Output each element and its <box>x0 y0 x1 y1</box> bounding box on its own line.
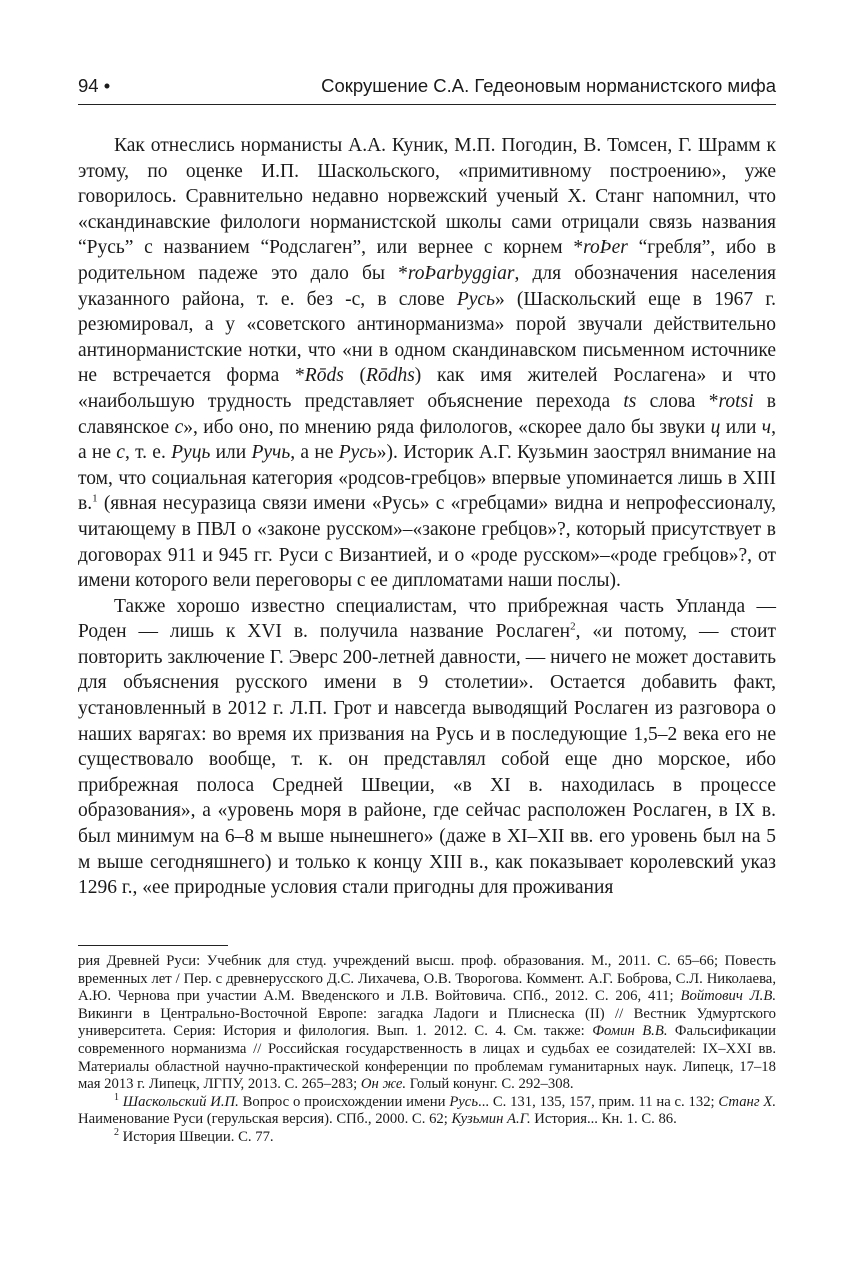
footnote-continuation: рия Древней Руси: Учебник для студ. учреждений высш. проф. образования. М., 2011. С. 65–66; Повесть временных лет / Пер. с древнерусского Д.С. Лихачева, О.В. Творогова. Коммент. А.Г. Боброва, С.Л. Николаева, А.Ю. Чернова при участии А.М. Введенского и Л.В. Войтовича. СПб., 2012. С. 206, 411; Войтович Л.В. Викинги в Центрально-Восточной Европе: загадка Ладоги и Плиснеска (II) // Вестник Удмуртского университета. Серия: История и филология. Вып. 1. 2012. С. 4. См. также: Фомин В.В. Фальсификации современного норманизма // Российская государственность в лицах и судьбах ее созидателей: IX–XXI вв. Материалы областной научно-практической конференции по проблемам гуманитарных наук. Липецк, 17–18 мая 2013 г. Липецк, ЛГПУ, 2013. С. 265–283; Он же. Голый конунг. С. 292–308. <box>78 953 776 1093</box>
running-header <box>78 72 776 102</box>
footnote-marker: 1 <box>114 1091 119 1103</box>
footnote-1: $^1$ Шаскольский И.П. Вопрос о происхождении имени Русь... С. 131, 135, 157, прим. 11 на с. 132; Станг Х. Наименование Руси (герульская версия). СПб., 2000. С. 62; Кузьмин А.Г. История... Кн. 1. С. 86. <box>78 1091 777 1128</box>
footnote-rule <box>78 945 228 946</box>
footnote-ref-1[interactable]: 1 <box>92 492 98 505</box>
footnote-marker: 2 <box>114 1127 119 1139</box>
header-rule <box>78 104 776 105</box>
footnote-ref-2[interactable]: 2 <box>570 620 576 633</box>
footnote-2: $^2$ История Швеции. С. 77. <box>114 1127 274 1145</box>
paragraph-1: Как отнеслись норманисты А.А. Куник, М.П. Погодин, В. Томсен, Г. Шрамм к этому, по оценке И.П. Шаскольского, «примитивному построению», уже говорилось. Сравнительно недавно норвежский ученый Х. Станг напомнил, что «скандинавские филологи норманистской школы сами отрицали связь названия “Русь” с названием “Родслаген”, или вернее с корнем *roÞer “гребля”, ибо в родительном падеже это дало бы *roÞarbyggiar, для обозначения населения указанного района, т. е. без -с, в слове Русь» (Шаскольский еще в 1967 г. резюмировал, а у «советского антинорманизма» порой звучали действительно антинорманистские нотки, что «ни в одном скандинавском письменном источнике не встречается форма *Rōds (Rōdhs) как имя жителей Рослагена» и что «наибольшую трудность представляет объяснение перехода ts слова *rotsi в славянское с», ибо оно, по мнению ряда филологов, «скорее дало бы звуки ц или ч, а не с, т. е. Руць или Ручь, а не Русь»). Историк А.Г. Кузьмин заострял внимание на том, что социальная категория «родсов-гребцов» впервые упоминается лишь в XIII в.$^1$ (явная несуразица связи имени «Русь» с «гребцами» видна и непрофессионалу, читающему в ПВЛ о «законе русском»–«законе гребцов»?, который присутствует в договорах 911 и 945 гг. Руси с Византией, и о «роде русском»–«роде гребцов»?, от имени которого вели переговоры с ее дипломатами наши послы). <box>78 135 776 592</box>
page-number: 94 • <box>78 75 111 96</box>
footnotes <box>78 953 776 1147</box>
paragraph-2: Также хорошо известно специалистам, что прибрежная часть Упланда — Роден — лишь к XVI в. получила название Рослаген$^2$, «и потому, — стоит повторить заключение Г. Эверс 200-летней давности, — ничего не может доставить для объяснения русского имени в 9 столетии». Остается добавить факт, установленный в 2012 г. Л.П. Грот и навсегда выводящий Рослаген из разговора о наших варягах: во время их призвания на Русь и в последующие 1,5–2 века его не существовало вообще, т. к. он представлял собой еще дно морское, ибо прибрежная полоса Средней Швеции, «в XI в. находилась в процессе образования», а «уровень моря в районе, где сейчас расположен Рослаген, в IX в. был минимум на 6–8 м выше нынешнего» (даже в XI–XII вв. его уровень был на 5 м выше сегодняшнего) и только к концу XIII в., как показывает королевский указ 1296 г., «ее природные условия стали пригодны для проживания <box>78 595 776 899</box>
running-title: Сокрушение С.А. Гедеоновым норманистского мифа <box>321 75 776 96</box>
main-text <box>78 133 776 901</box>
